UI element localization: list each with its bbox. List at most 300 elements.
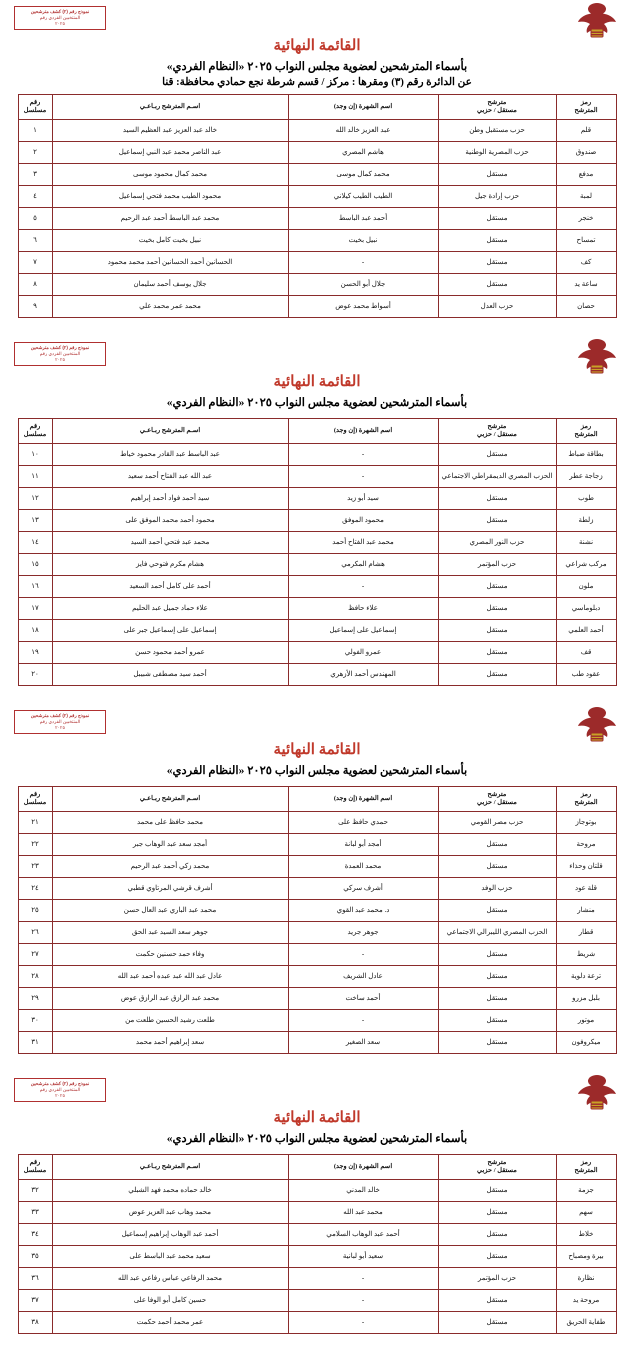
- cell-symbol: أحمد ساخت: [288, 988, 438, 1010]
- cell-name: خالد حماده محمد فهد الشبلي: [52, 1180, 288, 1202]
- cell-symbol: الطيب الطيب كيلاني: [288, 186, 438, 208]
- cell-num: ٨: [18, 274, 52, 296]
- cell-party: مستقل: [438, 230, 556, 252]
- cell-name: محمد عبد الرازق عبد الرازق عوض: [52, 988, 288, 1010]
- table-row: [18, 1202, 616, 1224]
- cell-party: مستقل: [438, 164, 556, 186]
- table-row: [18, 944, 616, 966]
- cell-mark: طوب: [556, 488, 616, 510]
- column-header-mark: رمز المترشح: [556, 95, 616, 120]
- column-header-mark: رمز المترشح: [556, 419, 616, 444]
- cell-symbol: علاء حافظ: [288, 598, 438, 620]
- cell-symbol: محمد كمال موسى: [288, 164, 438, 186]
- table-header-row: [18, 419, 616, 444]
- page-separator: [0, 692, 634, 704]
- table-body: [18, 120, 616, 318]
- list-page-1: [0, 0, 634, 324]
- form-stamp-line1: نموذج رقم (٢) كشف مترشحين: [30, 345, 90, 350]
- cell-mark: منشار: [556, 900, 616, 922]
- form-stamp-line2: المنتخبين الفردي رقم: [39, 1087, 81, 1093]
- cell-name: علاء حماد جميل عبد الحليم: [52, 598, 288, 620]
- cell-name: عمرو أحمد محمود حسن: [52, 642, 288, 664]
- cell-party: الحزب المصري الديمقراطي الاجتماعي: [438, 466, 556, 488]
- cell-party: مستقل: [438, 834, 556, 856]
- cell-name: عبد الناصر محمد عبد النبي إسماعيل: [52, 142, 288, 164]
- cell-party: مستقل: [438, 966, 556, 988]
- cell-mark: سهم: [556, 1202, 616, 1224]
- table-header-row: [18, 787, 616, 812]
- cell-party: مستقل: [438, 576, 556, 598]
- cell-mark: نشنة: [556, 532, 616, 554]
- cell-party: مستقل: [438, 598, 556, 620]
- cell-symbol: خالد المدني: [288, 1180, 438, 1202]
- cell-name: أحمد سيد مصطفى شبيبل: [52, 664, 288, 686]
- cell-num: ١٦: [18, 576, 52, 598]
- cell-num: ٣٧: [18, 1290, 52, 1312]
- table-row: [18, 834, 616, 856]
- form-stamp-line1: نموذج رقم (٢) كشف مترشحين: [30, 1081, 90, 1086]
- cell-party: حزب مستقبل وطن: [438, 120, 556, 142]
- cell-mark: قطار: [556, 922, 616, 944]
- cell-symbol: أحمد عبد الباسط: [288, 208, 438, 230]
- page-subtitle: بأسماء المترشحين لعضوية مجلس النواب ٢٠٢٥ «النظام الفردي»: [166, 765, 468, 777]
- cell-symbol: -: [288, 1010, 438, 1032]
- cell-num: ١٣: [18, 510, 52, 532]
- cell-mark: خنجر: [556, 208, 616, 230]
- cell-mark: عقود طب: [556, 664, 616, 686]
- cell-name: محمد حافظ على محمد: [52, 812, 288, 834]
- list-page-3: [0, 704, 634, 1060]
- cell-name: هشام مكرم فتوحي فايز: [52, 554, 288, 576]
- cell-party: مستقل: [438, 444, 556, 466]
- cell-name: جوهر سعد السيد عبد الحق: [52, 922, 288, 944]
- column-header-num: رقم مسلسل: [18, 787, 52, 812]
- egypt-eagle-emblem-icon: [574, 336, 620, 376]
- table-row: [18, 444, 616, 466]
- cell-mark: طفاية الحريق: [556, 1312, 616, 1334]
- table-row: [18, 120, 616, 142]
- cell-party: حزب العدل: [438, 296, 556, 318]
- cell-num: ١٢: [18, 488, 52, 510]
- cell-name: محمد عبد الباري عبد العال حسن: [52, 900, 288, 922]
- cell-num: ٢٤: [18, 878, 52, 900]
- form-stamp-box: [14, 1078, 106, 1102]
- table-header-row: [18, 1155, 616, 1180]
- cell-name: سعد إبراهيم أحمد محمد: [52, 1032, 288, 1054]
- cell-party: مستقل: [438, 1032, 556, 1054]
- cell-symbol: -: [288, 1312, 438, 1334]
- cell-symbol: عبد العزيز خالد الله: [288, 120, 438, 142]
- cell-party: حزب إرادة جيل: [438, 186, 556, 208]
- cell-symbol: -: [288, 252, 438, 274]
- cell-name: محمد كمال محمود موسى: [52, 164, 288, 186]
- cell-num: ٧: [18, 252, 52, 274]
- cell-name: إسماعيل على إسماعيل جبر على: [52, 620, 288, 642]
- cell-party: حزب المؤتمر: [438, 554, 556, 576]
- cell-symbol: سعيد أبو لبانية: [288, 1246, 438, 1268]
- cell-num: ٩: [18, 296, 52, 318]
- cell-mark: قلتان وحذاء: [556, 856, 616, 878]
- table-row: [18, 878, 616, 900]
- page-separator: [0, 324, 634, 336]
- table-row: [18, 510, 616, 532]
- column-header-party: مترشح مستقل / حزبي: [438, 1155, 556, 1180]
- table-row: [18, 620, 616, 642]
- cell-symbol: سعد الصغير: [288, 1032, 438, 1054]
- cell-symbol: محمد عبد الفتاح أحمد: [288, 532, 438, 554]
- table-row: [18, 812, 616, 834]
- column-header-mark: رمز المترشح: [556, 787, 616, 812]
- form-stamp-line3: ٢٠٢٥: [55, 21, 65, 27]
- table-row: [18, 856, 616, 878]
- form-stamp-line3: ٢٠٢٥: [55, 725, 65, 731]
- cell-mark: نظارة: [556, 1268, 616, 1290]
- form-stamp-line3: ٢٠٢٥: [55, 357, 65, 363]
- table-body: [18, 444, 616, 686]
- cell-party: مستقل: [438, 1312, 556, 1334]
- page-subtitle: بأسماء المترشحين لعضوية مجلس النواب ٢٠٢٥ «النظام الفردي»: [166, 61, 468, 73]
- cell-mark: بيرة ومصباح: [556, 1246, 616, 1268]
- cell-name: محمود أحمد محمد الموفق على: [52, 510, 288, 532]
- table-row: [18, 598, 616, 620]
- cell-name: محمد زكي أحمد عبد الرحيم: [52, 856, 288, 878]
- cell-mark: ملون: [556, 576, 616, 598]
- cell-num: ٢: [18, 142, 52, 164]
- cell-party: حزب المؤتمر: [438, 1268, 556, 1290]
- form-stamp-box: [14, 710, 106, 734]
- table-row: [18, 466, 616, 488]
- table-row: [18, 554, 616, 576]
- cell-num: ٤: [18, 186, 52, 208]
- cell-symbol: حمدي حافظ على: [288, 812, 438, 834]
- table-row: [18, 1224, 616, 1246]
- column-header-num: رقم مسلسل: [18, 95, 52, 120]
- page-title: القائمة النهائية: [273, 1110, 361, 1126]
- page-header-strip: [0, 704, 634, 738]
- cell-name: محمد عبد فتحي أحمد السيد: [52, 532, 288, 554]
- table-row: [18, 1290, 616, 1312]
- cell-mark: جزمة: [556, 1180, 616, 1202]
- cell-party: مستقل: [438, 642, 556, 664]
- cell-name: نبيل بخيت كامل بخيت: [52, 230, 288, 252]
- cell-num: ٣١: [18, 1032, 52, 1054]
- column-header-num: رقم مسلسل: [18, 1155, 52, 1180]
- cell-num: ١١: [18, 466, 52, 488]
- cell-party: مستقل: [438, 208, 556, 230]
- cell-num: ١٥: [18, 554, 52, 576]
- table-header-row: [18, 95, 616, 120]
- cell-num: ١٩: [18, 642, 52, 664]
- cell-name: محمود الطيب محمد فتحي إسماعيل: [52, 186, 288, 208]
- table-row: [18, 142, 616, 164]
- cell-party: مستقل: [438, 1290, 556, 1312]
- cell-num: ٢٩: [18, 988, 52, 1010]
- page-header-strip: [0, 0, 634, 34]
- cell-party: حزب الوفد: [438, 878, 556, 900]
- cell-name: طلعت رشيد الحسين طلعت من: [52, 1010, 288, 1032]
- cell-symbol: عادل الشريف: [288, 966, 438, 988]
- cell-symbol: -: [288, 444, 438, 466]
- cell-symbol: المهندس أحمد الأزهري: [288, 664, 438, 686]
- cell-name: سيد أحمد فواد أحمد إبراهيم: [52, 488, 288, 510]
- cell-party: مستقل: [438, 1246, 556, 1268]
- cell-mark: مروحة يد: [556, 1290, 616, 1312]
- page-header-strip: [0, 336, 634, 370]
- cell-name: محمد عمر محمد علي: [52, 296, 288, 318]
- cell-num: ٢٣: [18, 856, 52, 878]
- cell-symbol: أحمد عبد الوهاب السلامي: [288, 1224, 438, 1246]
- cell-num: ٢٨: [18, 966, 52, 988]
- cell-mark: خلاط: [556, 1224, 616, 1246]
- table-body: [18, 1180, 616, 1334]
- table-row: [18, 164, 616, 186]
- cell-symbol: د. محمد عبد القوي: [288, 900, 438, 922]
- cell-symbol: -: [288, 576, 438, 598]
- candidates-table: [18, 1154, 617, 1334]
- table-row: [18, 1032, 616, 1054]
- cell-mark: كف: [556, 252, 616, 274]
- page-title: القائمة النهائية: [273, 38, 361, 54]
- column-header-num: رقم مسلسل: [18, 419, 52, 444]
- cell-name: أحمد على كامل أحمد السعيد: [52, 576, 288, 598]
- page-title: القائمة النهائية: [273, 742, 361, 758]
- egypt-eagle-emblem-icon: [574, 704, 620, 744]
- cell-symbol: أمجد أبو لبانة: [288, 834, 438, 856]
- cell-num: ٢٢: [18, 834, 52, 856]
- cell-party: مستقل: [438, 664, 556, 686]
- table-row: [18, 988, 616, 1010]
- cell-num: ٢٥: [18, 900, 52, 922]
- column-header-name: اسـم المترشح ربـاعـي: [52, 1155, 288, 1180]
- table-row: [18, 1268, 616, 1290]
- form-stamp-line1: نموذج رقم (٢) كشف مترشحين: [30, 9, 90, 14]
- table-row: [18, 922, 616, 944]
- cell-mark: صندوق: [556, 142, 616, 164]
- candidates-table: [18, 786, 617, 1054]
- cell-symbol: -: [288, 1268, 438, 1290]
- column-header-symbol: اسم الشهرة (إن وجد): [288, 787, 438, 812]
- cell-name: محمد الرفاعي عباس رفاعي عبد الله: [52, 1268, 288, 1290]
- cell-party: مستقل: [438, 274, 556, 296]
- cell-name: الحسانين أحمد الحسانين أحمد محمد محمود: [52, 252, 288, 274]
- form-stamp-line2: المنتخبين الفردي رقم: [39, 719, 81, 725]
- cell-party: حزب النور المصري: [438, 532, 556, 554]
- cell-symbol: -: [288, 1290, 438, 1312]
- candidates-table: [18, 418, 617, 686]
- cell-name: سعيد محمد عبد الباسط على: [52, 1246, 288, 1268]
- cell-symbol: جوهر جريد: [288, 922, 438, 944]
- cell-mark: موتور: [556, 1010, 616, 1032]
- table-row: [18, 1312, 616, 1334]
- form-stamp-line1: نموذج رقم (٢) كشف مترشحين: [30, 713, 90, 718]
- cell-party: مستقل: [438, 988, 556, 1010]
- cell-name: عبد الله عبد الفتاح أحمد سعيد: [52, 466, 288, 488]
- cell-symbol: -: [288, 944, 438, 966]
- cell-num: ٣٠: [18, 1010, 52, 1032]
- cell-symbol: -: [288, 466, 438, 488]
- column-header-symbol: اسم الشهرة (إن وجد): [288, 1155, 438, 1180]
- list-page-4: [0, 1072, 634, 1340]
- cell-name: أشرف قرشي المرتاوي قطبي: [52, 878, 288, 900]
- cell-num: ٣٢: [18, 1180, 52, 1202]
- cell-party: مستقل: [438, 944, 556, 966]
- cell-mark: شريط: [556, 944, 616, 966]
- table-row: [18, 296, 616, 318]
- table-row: [18, 642, 616, 664]
- cell-name: أحمد عبد الوهاب إبراهيم إسماعيل: [52, 1224, 288, 1246]
- cell-mark: زلطة: [556, 510, 616, 532]
- cell-num: ١٤: [18, 532, 52, 554]
- form-stamp-box: [14, 342, 106, 366]
- table-row: [18, 208, 616, 230]
- cell-mark: لمبة: [556, 186, 616, 208]
- page-title: القائمة النهائية: [273, 374, 361, 390]
- cell-party: حزب مصر القومي: [438, 812, 556, 834]
- cell-party: مستقل: [438, 510, 556, 532]
- cell-num: ٣: [18, 164, 52, 186]
- cell-mark: ميكروفون: [556, 1032, 616, 1054]
- cell-name: محمد وهاب عبد العزيز عوض: [52, 1202, 288, 1224]
- cell-symbol: نبيل بخيت: [288, 230, 438, 252]
- table-row: [18, 966, 616, 988]
- cell-symbol: أشرف سركي: [288, 878, 438, 900]
- cell-num: ٣٦: [18, 1268, 52, 1290]
- cell-symbol: محمود الموفق: [288, 510, 438, 532]
- column-header-party: مترشح مستقل / حزبي: [438, 95, 556, 120]
- cell-symbol: هاشم المصري: [288, 142, 438, 164]
- cell-mark: زجاجة عطر: [556, 466, 616, 488]
- cell-name: عبد الباسط عبد القادر محمود خياط: [52, 444, 288, 466]
- page-separator: [0, 1060, 634, 1072]
- cell-name: محمد عبد الباسط أحمد عبد الرحيم: [52, 208, 288, 230]
- candidates-table: [18, 94, 617, 318]
- table-row: [18, 1246, 616, 1268]
- cell-mark: مروحة: [556, 834, 616, 856]
- cell-num: ٢١: [18, 812, 52, 834]
- table-row: [18, 664, 616, 686]
- cell-party: مستقل: [438, 1010, 556, 1032]
- cell-num: ١٨: [18, 620, 52, 642]
- column-header-party: مترشح مستقل / حزبي: [438, 419, 556, 444]
- cell-mark: مدفع: [556, 164, 616, 186]
- cell-symbol: إسماعيل على إسماعيل: [288, 620, 438, 642]
- cell-name: خالد عبد العزيز عبد العظيم السيد: [52, 120, 288, 142]
- cell-name: جلال يوسف أحمد سليمان: [52, 274, 288, 296]
- list-page-2: [0, 336, 634, 692]
- cell-mark: قلة عود: [556, 878, 616, 900]
- cell-num: ٦: [18, 230, 52, 252]
- column-header-symbol: اسم الشهرة (إن وجد): [288, 95, 438, 120]
- page-subtitle: بأسماء المترشحين لعضوية مجلس النواب ٢٠٢٥ «النظام الفردي»: [166, 397, 468, 409]
- cell-party: الحزب المصري الليبرالي الاجتماعي: [438, 922, 556, 944]
- cell-party: حزب المصرية الوطنية: [438, 142, 556, 164]
- cell-num: ٢٠: [18, 664, 52, 686]
- cell-symbol: عمرو الفولي: [288, 642, 438, 664]
- cell-num: ٥: [18, 208, 52, 230]
- cell-name: حسين كامل أبو الوفا على: [52, 1290, 288, 1312]
- page-header-strip: [0, 1072, 634, 1106]
- cell-party: مستقل: [438, 488, 556, 510]
- table-row: [18, 576, 616, 598]
- cell-name: وفاء حمد حسنين حكمت: [52, 944, 288, 966]
- table-row: [18, 230, 616, 252]
- cell-num: ١٧: [18, 598, 52, 620]
- cell-party: مستقل: [438, 620, 556, 642]
- cell-party: مستقل: [438, 900, 556, 922]
- cell-mark: حصان: [556, 296, 616, 318]
- cell-num: ٢٧: [18, 944, 52, 966]
- page-subtitle: بأسماء المترشحين لعضوية مجلس النواب ٢٠٢٥ «النظام الفردي»: [166, 1133, 468, 1145]
- column-header-mark: رمز المترشح: [556, 1155, 616, 1180]
- cell-name: عمر محمد أحمد حكمت: [52, 1312, 288, 1334]
- cell-num: ٣٤: [18, 1224, 52, 1246]
- table-row: [18, 1180, 616, 1202]
- form-stamp-line2: المنتخبين الفردي رقم: [39, 15, 81, 21]
- cell-num: ٣٨: [18, 1312, 52, 1334]
- district-line: عن الدائرة رقم (٣) ومقرها : مركز / قسم شرطة نجع حمادي محافظة: قنا: [162, 77, 472, 88]
- cell-mark: أحمد العلمي: [556, 620, 616, 642]
- cell-num: ١: [18, 120, 52, 142]
- cell-num: ٣٥: [18, 1246, 52, 1268]
- egypt-eagle-emblem-icon: [574, 1072, 620, 1112]
- cell-mark: قف: [556, 642, 616, 664]
- cell-mark: ساعة يد: [556, 274, 616, 296]
- table-row: [18, 274, 616, 296]
- cell-num: ١٠: [18, 444, 52, 466]
- cell-symbol: أسواط محمد عوض: [288, 296, 438, 318]
- cell-symbol: هشام المكرمي: [288, 554, 438, 576]
- column-header-symbol: اسم الشهرة (إن وجد): [288, 419, 438, 444]
- cell-mark: مركب شراعي: [556, 554, 616, 576]
- cell-mark: دبلوماسي: [556, 598, 616, 620]
- table-row: [18, 488, 616, 510]
- table-row: [18, 532, 616, 554]
- cell-symbol: جلال أبو الحسن: [288, 274, 438, 296]
- form-stamp-line3: ٢٠٢٥: [55, 1093, 65, 1099]
- cell-party: مستقل: [438, 1202, 556, 1224]
- cell-symbol: سيد أبو زيد: [288, 488, 438, 510]
- cell-party: مستقل: [438, 1180, 556, 1202]
- form-stamp-box: [14, 6, 106, 30]
- table-row: [18, 252, 616, 274]
- column-header-name: اسـم المترشح ربـاعـي: [52, 95, 288, 120]
- cell-mark: ترعة دلوية: [556, 966, 616, 988]
- cell-party: مستقل: [438, 252, 556, 274]
- cell-name: عادل عبد الله عبد عبده أحمد عبد الله: [52, 966, 288, 988]
- cell-name: أمجد سعد عبد الوهاب جبر: [52, 834, 288, 856]
- cell-num: ٢٦: [18, 922, 52, 944]
- table-row: [18, 900, 616, 922]
- cell-mark: تمساح: [556, 230, 616, 252]
- cell-symbol: محمد عبد الله: [288, 1202, 438, 1224]
- table-row: [18, 186, 616, 208]
- form-stamp-line2: المنتخبين الفردي رقم: [39, 351, 81, 357]
- table-body: [18, 812, 616, 1054]
- page-separator: [0, 1340, 634, 1352]
- cell-party: مستقل: [438, 1224, 556, 1246]
- column-header-name: اسـم المترشح ربـاعـي: [52, 419, 288, 444]
- cell-mark: بلبل مزرو: [556, 988, 616, 1010]
- column-header-name: اسـم المترشح ربـاعـي: [52, 787, 288, 812]
- cell-num: ٣٣: [18, 1202, 52, 1224]
- cell-mark: بطاقة ضباط: [556, 444, 616, 466]
- cell-symbol: محمد العمدة: [288, 856, 438, 878]
- egypt-eagle-emblem-icon: [574, 0, 620, 40]
- cell-mark: بوتوجاز: [556, 812, 616, 834]
- cell-party: مستقل: [438, 856, 556, 878]
- column-header-party: مترشح مستقل / حزبي: [438, 787, 556, 812]
- cell-mark: قلم: [556, 120, 616, 142]
